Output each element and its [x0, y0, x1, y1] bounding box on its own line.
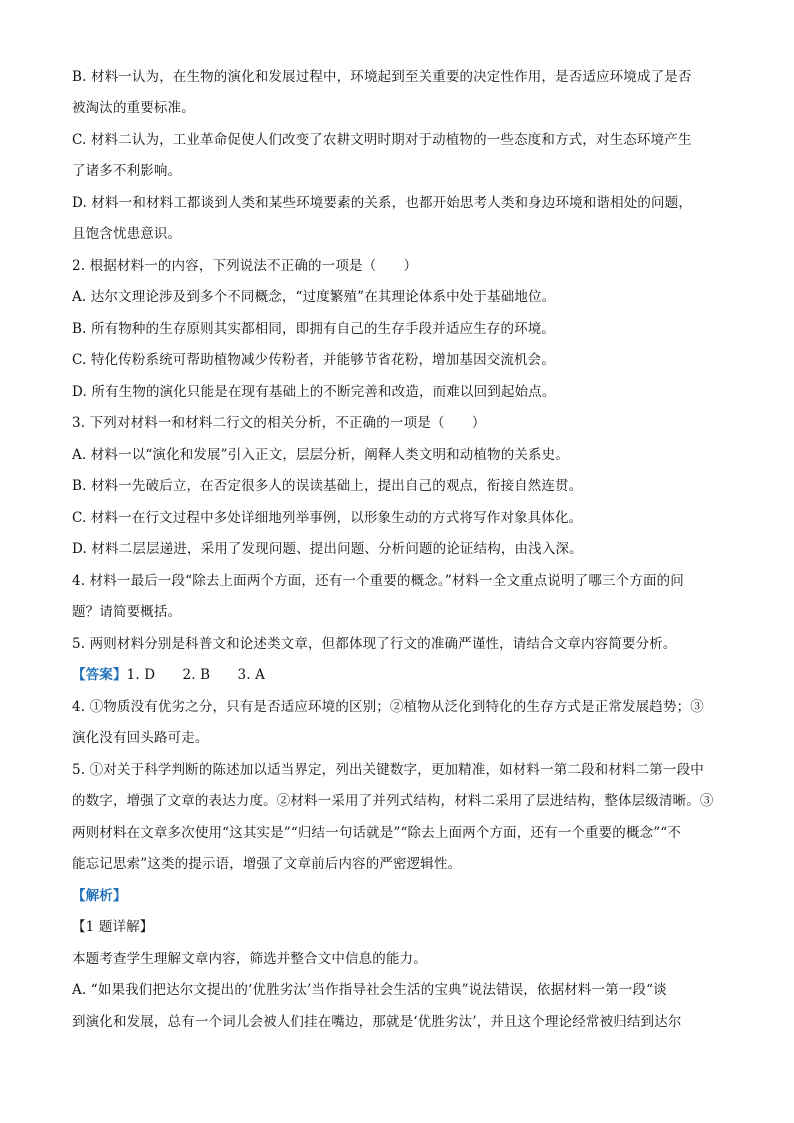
- question-4: 4. 材料一最后一段“除去上面两个方面，还有一个重要的概念。”材料一全文重点说明了哪三个方面的问: [72, 573, 684, 589]
- text-line: D. 材料一和材料工都谈到人类和某些环境要素的关系，也都开始思考人类和身边环境和谐相处的问题，: [72, 195, 692, 211]
- question-2: 2. 根据材料一的内容，下列说法不正确的一项是（ ）: [72, 258, 418, 274]
- answer-text: 两则材料在文章多次使用“这其实是”“归结一句话就是”“除去上面两个方面，还有一个重要的概念”“不: [72, 825, 682, 841]
- detail-heading: 【1 题详解】: [72, 919, 154, 935]
- analysis-tag: 【解析】: [72, 888, 127, 904]
- text-line: C. 材料二认为，工业革命促使人们改变了农耕文明时期对于动植物的一些态度和方式，对生态环境产生: [72, 132, 692, 148]
- question-3: 3. 下列对材料一和材料二行文的相关分析，不正确的一项是（ ）: [72, 415, 486, 431]
- option-c: C. 特化传粉系统可帮助植物减少传粉者，并能够节省花粉，增加基因交流机会。: [72, 352, 555, 368]
- text-line: 且饱含忧患意识。: [72, 226, 182, 242]
- detail-text: 本题考查学生理解文章内容，筛选并整合文中信息的能力。: [72, 951, 427, 967]
- option-b: B. 所有物种的生存原则其实都相同，即拥有自己的生存手段并适应生存的环境。: [72, 321, 556, 337]
- detail-text: 到演化和发展，总有一个词儿会被人们挂在嘴边，那就是‘优胜劣汰’，并且这个理论经常被归结到达尔: [72, 1014, 682, 1030]
- option-d: D. 材料二层层递进，采用了发现问题、提出问题、分析问题的论证结构，由浅入深。: [72, 541, 583, 557]
- option-c: C. 材料一在行文过程中多处详细地列举事例，以形象生动的方式将写作对象具体化。: [72, 510, 583, 526]
- detail-text: A. “如果我们把达尔文提出的‘优胜劣汰’当作指导社会生活的宝典”说法错误，依据材料一第一段“谈: [72, 982, 667, 998]
- text-line: B. 材料一认为，在生物的演化和发展过程中，环境起到至关重要的决定性作用，是否适应环境成了是否: [72, 69, 692, 85]
- option-a: A. 达尔文理论涉及到多个不同概念，“过度繁殖”在其理论体系中处于基础地位。: [72, 289, 556, 305]
- text-line: 题？请简要概括。: [72, 604, 182, 620]
- option-b: B. 材料一先破后立，在否定很多人的误读基础上，提出自己的观点，衔接自然连贯。: [72, 478, 583, 494]
- answer-line: [72, 666, 732, 684]
- answer-text: 演化没有回头路可走。: [72, 730, 209, 746]
- option-a: A. 材料一以“演化和发展”引入正文，层层分析，阐释人类文明和动植物的关系史。: [72, 447, 569, 463]
- answer-text: 4. ①物质没有优劣之分，只有是否适应环境的区别；②植物从泛化到特化的生存方式是正常发展趋势；③: [72, 699, 704, 715]
- answer-choices: 1. D 2. B 3. A: [126, 667, 266, 683]
- text-line: 了诸多不利影响。: [72, 163, 182, 179]
- option-d: D. 所有生物的演化只能是在现有基础上的不断完善和改造，而难以回到起始点。: [72, 384, 556, 400]
- answer-text: 能忘记思索”这类的提示语，增强了文章前后内容的严密逻辑性。: [72, 856, 462, 872]
- question-5: 5. 两则材料分别是科普文和论述类文章，但都体现了行文的准确严谨性，请结合文章内容简要分析。: [72, 636, 677, 652]
- answer-tag: 【答案】: [72, 667, 127, 683]
- text-line: 被淘汰的重要标准。: [72, 100, 195, 116]
- answer-text: 5. ①对关于科学判断的陈述加以适当界定，列出关键数字，更加精准，如材料一第二段和材料二第一段中: [72, 762, 704, 778]
- answer-text: 的数字，增强了文章的表达力度。②材料一采用了并列式结构，材料二采用了层进结构，整体层级清晰。③: [72, 793, 714, 809]
